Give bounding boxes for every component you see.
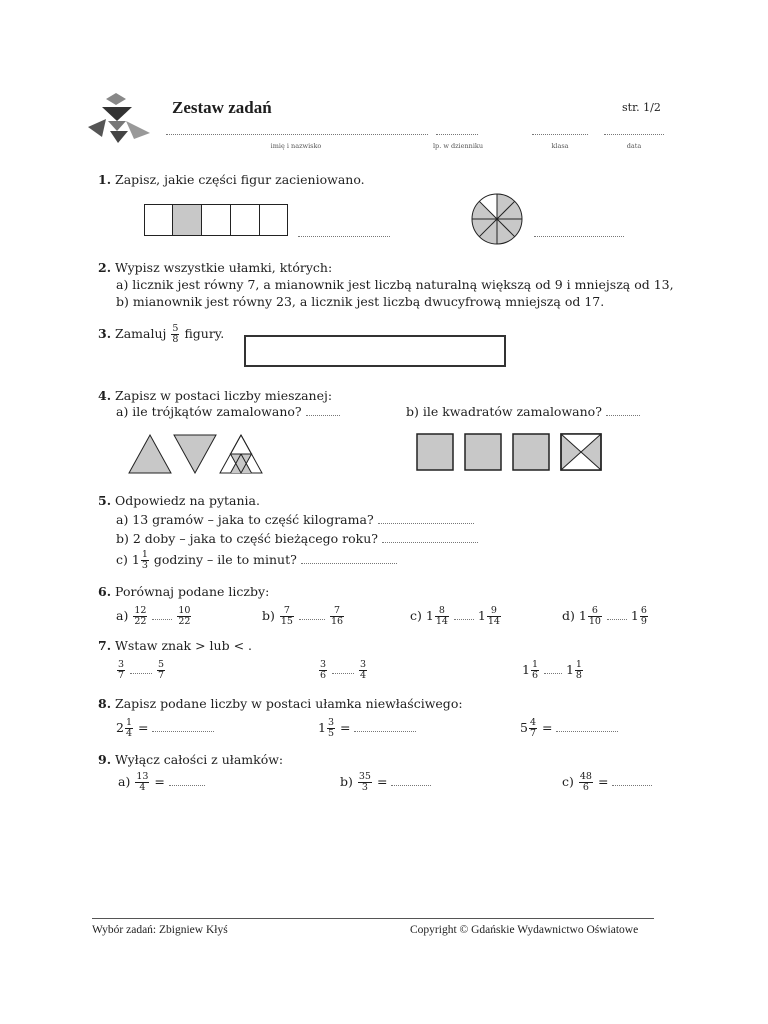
triangles-figure [128, 434, 266, 474]
task-2-text: Wypisz wszystkie ułamki, których: [115, 260, 333, 275]
page-number: str. 1/2 [622, 101, 661, 114]
task-8b-answer[interactable] [354, 721, 416, 732]
footer-rule [92, 918, 654, 919]
task-7c-answer[interactable] [544, 663, 562, 674]
task-1b-answer-line[interactable] [534, 236, 624, 237]
task-number: 9. [98, 752, 112, 767]
class-field-line[interactable] [532, 134, 588, 135]
task-6d-answer[interactable] [607, 609, 627, 620]
task-6 [98, 584, 269, 599]
task-8 [98, 696, 463, 711]
class-field-label: klasa [551, 142, 569, 150]
task-8b: 1 $\frac{3}{5}$ = [318, 718, 416, 739]
footer-copyright: Copyright © Gdańskie Wydawnictwo Oświatowe [410, 924, 639, 936]
task-5-text: Odpowiedz na pytania. [115, 493, 260, 508]
task-6-text: Porównaj podane liczby: [115, 584, 270, 599]
task-6c-answer[interactable] [454, 609, 474, 620]
task-5a-answer[interactable] [378, 513, 474, 524]
task-7 [98, 638, 252, 653]
name-field-line[interactable] [166, 134, 428, 135]
diary-number-field-line[interactable] [436, 134, 478, 135]
task-5 [98, 493, 260, 508]
task-9b: b) $\frac{35}{3}$ = [340, 772, 431, 793]
task-5c-answer[interactable] [301, 553, 397, 564]
task-2a: a) licznik jest równy 7, a mianownik jest liczbą naturalną większą od 9 i mniejszą od 13, [116, 277, 674, 292]
shaded-strip-figure [144, 204, 288, 236]
task-2 [98, 260, 332, 275]
task-9-text: Wyłącz całości z ułamków: [115, 752, 284, 767]
task-number: 8. [98, 696, 112, 711]
task-7c: 1 $\frac{1}{6}$ 1 $\frac{1}{8}$ [522, 659, 582, 681]
task-9c: c) $\frac{48}{6}$ = [562, 772, 652, 793]
task-3-rectangle[interactable] [244, 335, 506, 367]
squares-figure [416, 433, 606, 471]
task-9a-answer[interactable] [169, 775, 205, 786]
date-field-line[interactable] [604, 134, 664, 135]
task-number: 7. [98, 638, 112, 653]
task-7-text: Wstaw znak > lub < . [115, 638, 252, 653]
task-8a-answer[interactable] [152, 721, 214, 732]
task-7a: $\frac{3}{7}$ $\frac{5}{7}$ [118, 659, 165, 681]
task-5c: c) 1 $\frac{1}{3}$ godziny – ile to minut? [116, 550, 397, 571]
task-9b-answer[interactable] [391, 775, 431, 786]
task-number: 3. [98, 326, 112, 341]
task-3-text-end: figury. [184, 326, 225, 341]
task-8-text: Zapisz podane liczby w postaci ułamka niewłaściwego: [115, 696, 463, 711]
task-6b-answer[interactable] [299, 609, 325, 620]
task-8a: 2 $\frac{1}{4}$ = [116, 718, 214, 739]
task-6a: a) $\frac{12}{22}$ $\frac{10}{22}$ [116, 605, 191, 627]
fraction: $\frac{5}{8}$ [172, 323, 179, 345]
task-4 [98, 388, 332, 403]
task-4-text: Zapisz w postaci liczby mieszanej: [115, 388, 333, 403]
task-9a: a) $\frac{13}{4}$ = [118, 772, 205, 793]
task-4a: a) ile trójkątów zamalowano? [116, 404, 340, 419]
task-3 [98, 324, 224, 345]
footer-author: Wybór zadań: Zbigniew Kłyś [92, 924, 228, 936]
task-8c-answer[interactable] [556, 721, 618, 732]
task-number: 6. [98, 584, 112, 599]
task-3-text: Zamaluj [115, 326, 167, 341]
task-7b-answer[interactable] [332, 663, 354, 674]
task-number: 1. [98, 172, 112, 187]
task-9c-answer[interactable] [612, 775, 652, 786]
task-5a: a) 13 gramów – jaka to część kilograma? [116, 512, 474, 527]
task-6a-answer[interactable] [152, 609, 172, 620]
task-number: 2. [98, 260, 112, 275]
task-2b: b) mianownik jest równy 23, a licznik jest liczbą dwucyfrową mniejszą od 17. [116, 294, 605, 309]
date-field-label: data [626, 142, 642, 150]
task-6d: d) 1 $\frac{6}{10}$ 1 $\frac{6}{9}$ [562, 605, 647, 627]
task-6c: c) 1 $\frac{8}{14}$ 1 $\frac{9}{14}$ [410, 605, 500, 627]
task-5b-answer[interactable] [382, 532, 478, 543]
task-1 [98, 172, 365, 187]
page-title: Zestaw zadań [172, 98, 272, 117]
task-4b-answer[interactable] [606, 405, 640, 416]
name-field-label: imię i nazwisko [270, 142, 322, 150]
fraction: $\frac{1}{3}$ [141, 549, 148, 571]
task-4a-answer[interactable] [306, 405, 340, 416]
task-number: 5. [98, 493, 112, 508]
task-4b: b) ile kwadratów zamalowano? [406, 404, 640, 419]
task-7b: $\frac{3}{6}$ $\frac{3}{4}$ [320, 659, 367, 681]
task-1-text: Zapisz, jakie części figur zacieniowano. [115, 172, 365, 187]
task-8c: 5 $\frac{4}{7}$ = [520, 718, 618, 739]
task-5b: b) 2 doby – jaka to część bieżącego roku? [116, 531, 478, 546]
tangram-logo [88, 93, 154, 145]
task-7a-answer[interactable] [130, 663, 152, 674]
task-number: 4. [98, 388, 112, 403]
task-9 [98, 752, 283, 767]
shaded-circle-figure [470, 192, 524, 246]
task-6b: b) $\frac{7}{15}$ $\frac{7}{16}$ [262, 605, 344, 627]
diary-number-field-label: lp. w dzienniku [432, 142, 484, 150]
task-1a-answer-line[interactable] [298, 236, 390, 237]
